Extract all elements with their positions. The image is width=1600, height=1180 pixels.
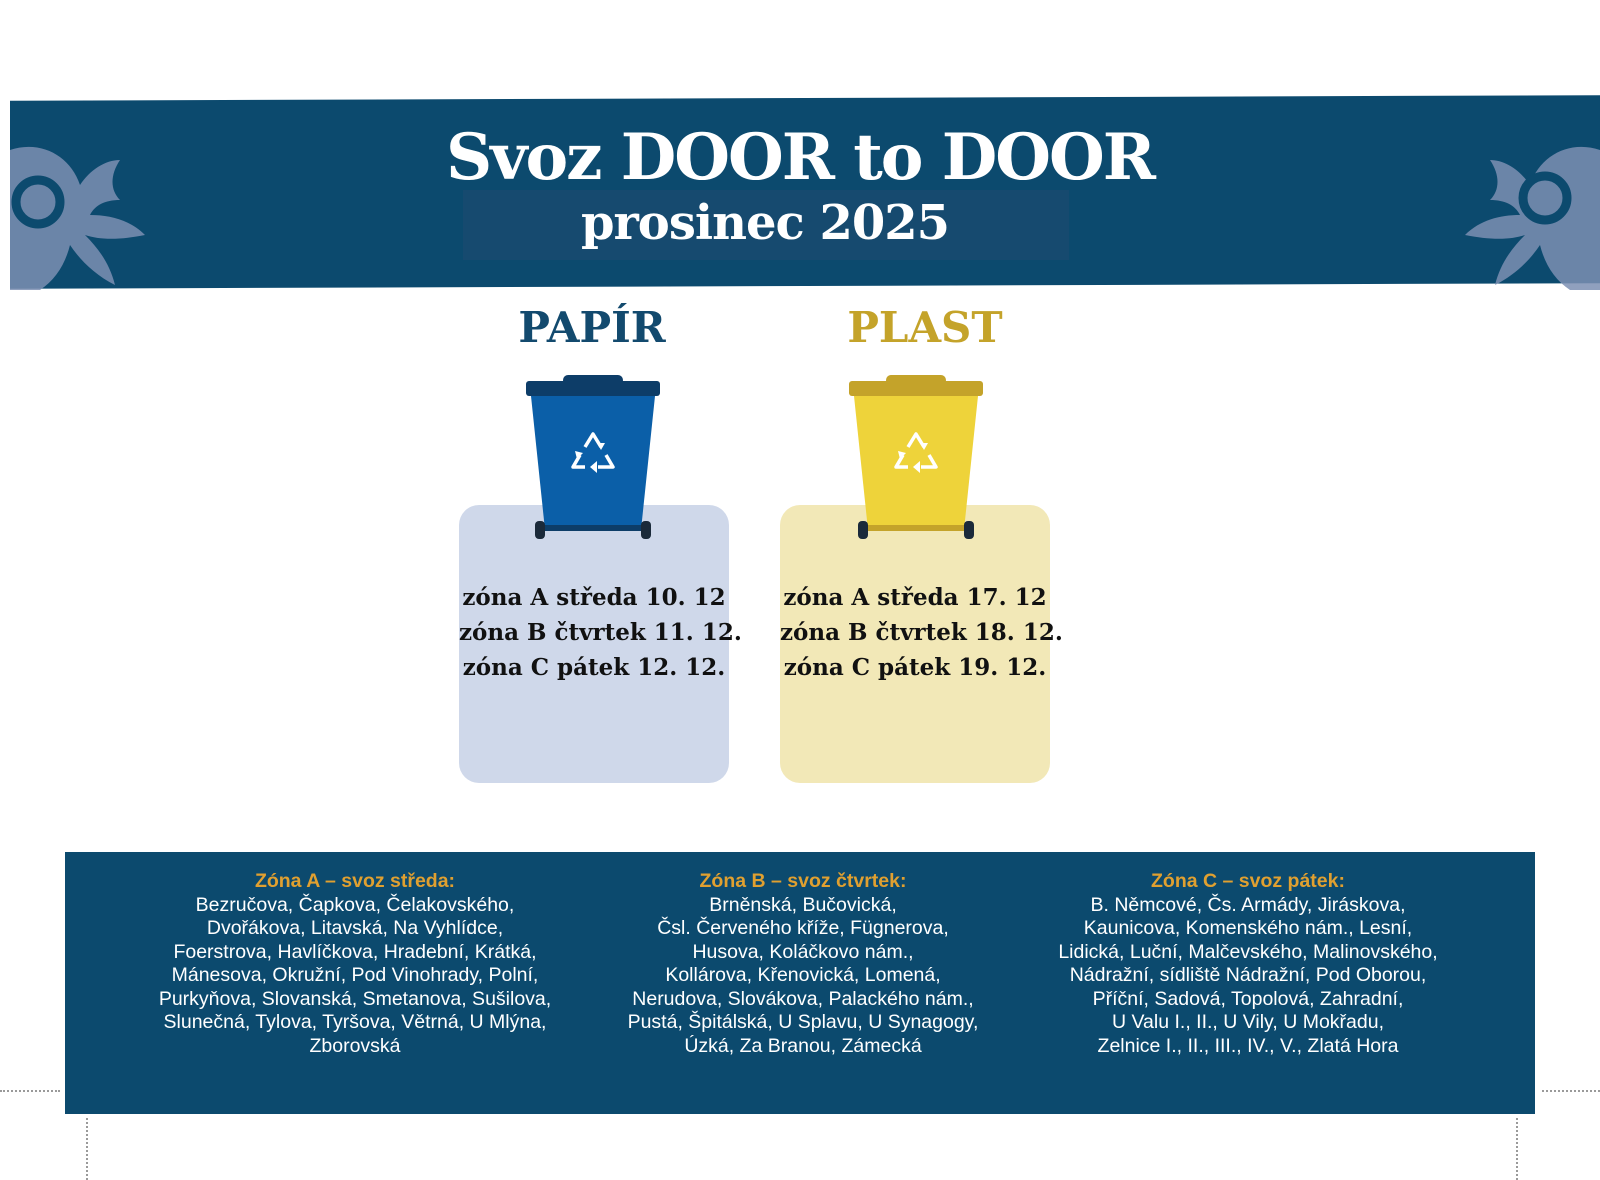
- plastic-schedule-text: [780, 580, 1063, 685]
- zone-a-streets-line: Mánesova, Okružní, Pod Vinohrady, Polní,: [171, 964, 539, 986]
- zone-a-heading: Zóna A – svoz středa:: [254, 870, 456, 892]
- crop-mark: [1516, 1118, 1518, 1180]
- crop-mark: [1542, 1090, 1600, 1092]
- zone-b-streets-line: Úzká, Za Branou, Zámecká: [684, 1034, 922, 1057]
- plastic-zone-a-date: zóna A středa 17. 12: [783, 584, 1047, 611]
- zone-b-streets-line: Nerudova, Slovákova, Palackého nám.,: [632, 987, 974, 1010]
- zone-a-streets-line: Slunečná, Tylova, Tyršova, Větrná, U Mlýna,: [163, 1011, 547, 1033]
- zone-c-streets-line: Nádražní, sídliště Nádražní, Pod Oborou,: [1069, 964, 1427, 986]
- zone-a-column: [135, 870, 575, 1058]
- zone-c-streets-line: B. Němcové, Čs. Armády, Jiráskova,: [1090, 893, 1406, 916]
- page-title: Svoz DOOR to DOOR: [446, 120, 1154, 195]
- plastic-bin-icon: [846, 375, 986, 550]
- zone-c-streets-line: Kaunicova, Komenského nám., Lesní,: [1083, 917, 1413, 939]
- crop-mark: [86, 1118, 88, 1180]
- zone-b-heading: Zóna B – svoz čtvrtek:: [699, 870, 907, 892]
- paper-bin-icon: [523, 375, 663, 550]
- zone-b-streets-line: Pustá, Špitálská, U Splavu, U Synagogy,: [627, 1011, 979, 1033]
- zone-b-streets-line: Čsl. Červeného kříže, Fügnerova,: [657, 917, 949, 939]
- zone-b-column: [583, 870, 1023, 1058]
- zone-a-streets-line: Bezručova, Čapkova, Čelakovského,: [195, 893, 515, 916]
- paper-zone-a-date: zóna A středa 10. 12: [462, 584, 726, 611]
- zone-a-streets-line: Purkyňova, Slovanská, Smetanova, Sušilova,: [158, 987, 552, 1010]
- plastic-zone-b-date: zóna B čtvrtek 18. 12.: [780, 619, 1063, 646]
- paper-zone-c-date: zóna C pátek 12. 12.: [462, 654, 726, 681]
- paper-schedule-text: [459, 580, 742, 685]
- zone-c-heading: Zóna C – svoz pátek:: [1151, 870, 1345, 892]
- zone-b-streets-line: Brněnská, Bučovická,: [709, 893, 897, 916]
- zone-c-streets-line: Zelnice I., II., III., IV., V., Zlatá Hora: [1097, 1034, 1399, 1057]
- plastic-category-title: PLAST: [847, 303, 1003, 352]
- zone-c-streets-line: Příční, Sadová, Topolová, Zahradní,: [1092, 987, 1404, 1010]
- page-subtitle: prosinec 2025: [580, 195, 950, 251]
- plastic-zone-c-date: zóna C pátek 19. 12.: [783, 654, 1047, 681]
- paper-zone-b-date: zóna B čtvrtek 11. 12.: [459, 619, 742, 646]
- paper-category-title: PAPÍR: [518, 303, 666, 352]
- zone-a-streets-line: Dvořákova, Litavská, Na Vyhlídce,: [206, 917, 504, 939]
- crop-mark: [0, 1090, 60, 1092]
- zone-c-streets-line: Lidická, Luční, Malčevského, Malinovského,: [1058, 940, 1438, 963]
- zone-a-streets-line: Foerstrova, Havlíčkova, Hradební, Krátká,: [173, 940, 537, 963]
- zone-c-column: [1028, 870, 1468, 1058]
- zone-c-streets-line: U Valu I., II., U Vily, U Mokřadu,: [1111, 1011, 1384, 1033]
- zone-b-streets-line: Husova, Koláčkovo nám.,: [692, 940, 914, 963]
- zone-b-streets-line: Kollárova, Křenovická, Lomená,: [665, 964, 941, 986]
- zone-a-streets-line: Zborovská: [309, 1034, 401, 1057]
